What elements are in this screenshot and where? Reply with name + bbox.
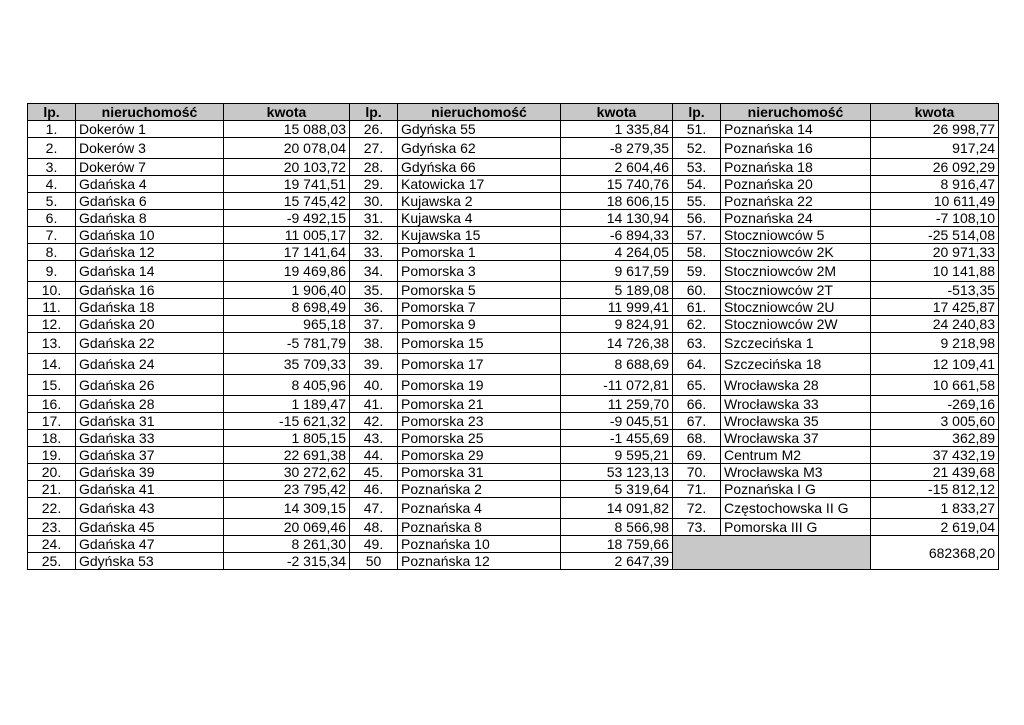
- amount: 1 833,27: [871, 498, 999, 519]
- property-name: Gdańska 22: [76, 333, 224, 354]
- property-name: Pomorska 17: [398, 354, 561, 375]
- property-name: Gdańska 26: [76, 375, 224, 396]
- amount: -269,16: [871, 396, 999, 413]
- amount: 1 906,40: [224, 282, 350, 299]
- amount: 362,89: [871, 430, 999, 447]
- row-number: 70.: [673, 464, 721, 481]
- row-number: 26.: [350, 121, 398, 138]
- amount: 8 698,49: [224, 299, 350, 316]
- amount: 9 617,59: [561, 261, 673, 282]
- header-amount: kwota: [224, 104, 350, 121]
- amount: -8 279,35: [561, 138, 673, 159]
- amount: 8 405,96: [224, 375, 350, 396]
- property-name: Stoczniowców 5: [721, 227, 871, 244]
- row-number: 61.: [673, 299, 721, 316]
- property-name: Gdańska 33: [76, 430, 224, 447]
- row-number: 67.: [673, 413, 721, 430]
- table-row: [28, 447, 999, 464]
- amount: 15 745,42: [224, 193, 350, 210]
- amount: 24 240,83: [871, 316, 999, 333]
- amount: 18 759,66: [561, 536, 673, 553]
- row-number: 59.: [673, 261, 721, 282]
- amount: 10 141,88: [871, 261, 999, 282]
- property-name: Stoczniowców 2W: [721, 316, 871, 333]
- table-row: [28, 430, 999, 447]
- amount: 20 971,33: [871, 244, 999, 261]
- table-row: [28, 121, 999, 138]
- row-number: 22.: [28, 498, 76, 519]
- property-name: Pomorska 3: [398, 261, 561, 282]
- property-name: Gdyńska 62: [398, 138, 561, 159]
- property-name: Gdańska 28: [76, 396, 224, 413]
- header-amount: kwota: [871, 104, 999, 121]
- amount: 965,18: [224, 316, 350, 333]
- amount: 5 189,08: [561, 282, 673, 299]
- row-number: 45.: [350, 464, 398, 481]
- amount: 20 069,46: [224, 519, 350, 536]
- amount: 10 661,58: [871, 375, 999, 396]
- row-number: 19.: [28, 447, 76, 464]
- table-row: [28, 282, 999, 299]
- row-number: 4.: [28, 176, 76, 193]
- property-name: Gdańska 43: [76, 498, 224, 519]
- property-name: Pomorska 19: [398, 375, 561, 396]
- table-row: [28, 227, 999, 244]
- table-row: [28, 244, 999, 261]
- row-number: 63.: [673, 333, 721, 354]
- amount: 2 604,46: [561, 159, 673, 176]
- property-name: Gdańska 24: [76, 354, 224, 375]
- table-row: [28, 333, 999, 354]
- row-number: 29.: [350, 176, 398, 193]
- amount: 917,24: [871, 138, 999, 159]
- property-name: Gdańska 39: [76, 464, 224, 481]
- row-number: 17.: [28, 413, 76, 430]
- property-name: Kujawska 4: [398, 210, 561, 227]
- property-name: Częstochowska II G: [721, 498, 871, 519]
- property-name: Gdańska 16: [76, 282, 224, 299]
- row-number: 24.: [28, 536, 76, 553]
- amount: 14 309,15: [224, 498, 350, 519]
- amount: 12 109,41: [871, 354, 999, 375]
- property-name: Gdańska 14: [76, 261, 224, 282]
- row-number: 53.: [673, 159, 721, 176]
- table-row: [28, 193, 999, 210]
- property-name: Pomorska 21: [398, 396, 561, 413]
- row-number: 32.: [350, 227, 398, 244]
- row-number: 18.: [28, 430, 76, 447]
- property-name: Poznańska I G: [721, 481, 871, 498]
- property-name: Pomorska 29: [398, 447, 561, 464]
- amount: -7 108,10: [871, 210, 999, 227]
- table-row: [28, 536, 999, 553]
- property-name: Dokerów 3: [76, 138, 224, 159]
- property-name: Pomorska 7: [398, 299, 561, 316]
- amount: -1 455,69: [561, 430, 673, 447]
- table-row: [28, 299, 999, 316]
- table-row: [28, 481, 999, 498]
- amount: 22 691,38: [224, 447, 350, 464]
- row-number: 62.: [673, 316, 721, 333]
- amount: 10 611,49: [871, 193, 999, 210]
- property-name: Pomorska 15: [398, 333, 561, 354]
- amount: 18 606,15: [561, 193, 673, 210]
- amount: 53 123,13: [561, 464, 673, 481]
- property-name: Wrocławska M3: [721, 464, 871, 481]
- property-name: Wrocławska 33: [721, 396, 871, 413]
- row-number: 10.: [28, 282, 76, 299]
- amount: -5 781,79: [224, 333, 350, 354]
- amount: 17 141,64: [224, 244, 350, 261]
- row-number: 35.: [350, 282, 398, 299]
- table-row: [28, 519, 999, 536]
- amount: 2 647,39: [561, 553, 673, 570]
- property-name: Kujawska 15: [398, 227, 561, 244]
- amount: 8 261,30: [224, 536, 350, 553]
- amount: -15 812,12: [871, 481, 999, 498]
- property-name: Gdańska 18: [76, 299, 224, 316]
- property-name: Szczecińska 18: [721, 354, 871, 375]
- row-number: 68.: [673, 430, 721, 447]
- row-number: 1.: [28, 121, 76, 138]
- row-number: 54.: [673, 176, 721, 193]
- header-row: [28, 104, 999, 121]
- property-name: Gdyńska 55: [398, 121, 561, 138]
- row-number: 15.: [28, 375, 76, 396]
- property-name: Katowicka 17: [398, 176, 561, 193]
- row-number: 16.: [28, 396, 76, 413]
- amount: -11 072,81: [561, 375, 673, 396]
- property-name: Gdańska 45: [76, 519, 224, 536]
- amount: 1 805,15: [224, 430, 350, 447]
- row-number: 64.: [673, 354, 721, 375]
- amount: 2 619,04: [871, 519, 999, 536]
- property-name: Gdyńska 53: [76, 553, 224, 570]
- amount: 15 088,03: [224, 121, 350, 138]
- row-number: 44.: [350, 447, 398, 464]
- header-property: nieruchomość: [721, 104, 871, 121]
- row-number: 57.: [673, 227, 721, 244]
- amount: -9 492,15: [224, 210, 350, 227]
- property-name: Gdańska 8: [76, 210, 224, 227]
- empty-shaded-cell: [673, 536, 871, 570]
- table-row: [28, 464, 999, 481]
- row-number: 23.: [28, 519, 76, 536]
- row-number: 72.: [673, 498, 721, 519]
- row-number: 58.: [673, 244, 721, 261]
- property-name: Poznańska 2: [398, 481, 561, 498]
- amount: -25 514,08: [871, 227, 999, 244]
- amount: 30 272,62: [224, 464, 350, 481]
- row-number: 34.: [350, 261, 398, 282]
- property-name: Gdańska 4: [76, 176, 224, 193]
- property-name: Wrocławska 37: [721, 430, 871, 447]
- property-name: Pomorska 5: [398, 282, 561, 299]
- header-property: nieruchomość: [398, 104, 561, 121]
- property-name: Gdańska 37: [76, 447, 224, 464]
- amount: 14 726,38: [561, 333, 673, 354]
- property-name: Stoczniowców 2K: [721, 244, 871, 261]
- table-row: [28, 354, 999, 375]
- property-name: Poznańska 14: [721, 121, 871, 138]
- row-number: 40.: [350, 375, 398, 396]
- row-number: 28.: [350, 159, 398, 176]
- row-number: 51.: [673, 121, 721, 138]
- row-number: 6.: [28, 210, 76, 227]
- amount: 26 998,77: [871, 121, 999, 138]
- property-name: Szczecińska 1: [721, 333, 871, 354]
- row-number: 65.: [673, 375, 721, 396]
- amount: 1 335,84: [561, 121, 673, 138]
- table-row: [28, 210, 999, 227]
- amount: 11 259,70: [561, 396, 673, 413]
- header-property: nieruchomość: [76, 104, 224, 121]
- property-name: Poznańska 8: [398, 519, 561, 536]
- property-amounts-table: [27, 103, 999, 570]
- property-name: Poznańska 18: [721, 159, 871, 176]
- amount: 8 688,69: [561, 354, 673, 375]
- property-name: Poznańska 20: [721, 176, 871, 193]
- row-number: 39.: [350, 354, 398, 375]
- property-name: Dokerów 1: [76, 121, 224, 138]
- property-name: Pomorska 31: [398, 464, 561, 481]
- property-name: Gdańska 10: [76, 227, 224, 244]
- property-name: Gdyńska 66: [398, 159, 561, 176]
- row-number: 66.: [673, 396, 721, 413]
- amount: 5 319,64: [561, 481, 673, 498]
- amount: 35 709,33: [224, 354, 350, 375]
- amount: 21 439,68: [871, 464, 999, 481]
- property-name: Poznańska 22: [721, 193, 871, 210]
- property-name: Poznańska 16: [721, 138, 871, 159]
- property-name: Gdańska 12: [76, 244, 224, 261]
- property-name: Gdańska 31: [76, 413, 224, 430]
- table-row: [28, 261, 999, 282]
- row-number: 38.: [350, 333, 398, 354]
- amount: 8 566,98: [561, 519, 673, 536]
- property-name: Wrocławska 35: [721, 413, 871, 430]
- table-row: [28, 396, 999, 413]
- row-number: 12.: [28, 316, 76, 333]
- property-name: Gdańska 47: [76, 536, 224, 553]
- amount: 8 916,47: [871, 176, 999, 193]
- amount: 14 130,94: [561, 210, 673, 227]
- amount: 17 425,87: [871, 299, 999, 316]
- row-number: 20.: [28, 464, 76, 481]
- property-name: Pomorska 9: [398, 316, 561, 333]
- row-number: 14.: [28, 354, 76, 375]
- row-number: 52.: [673, 138, 721, 159]
- property-name: Poznańska 4: [398, 498, 561, 519]
- table-row: [28, 138, 999, 159]
- table-row: [28, 413, 999, 430]
- amount: 4 264,05: [561, 244, 673, 261]
- amount: -15 621,32: [224, 413, 350, 430]
- row-number: 42.: [350, 413, 398, 430]
- amount: 26 092,29: [871, 159, 999, 176]
- row-number: 49.: [350, 536, 398, 553]
- header-amount: kwota: [561, 104, 673, 121]
- amount: -2 315,34: [224, 553, 350, 570]
- property-name: Gdańska 20: [76, 316, 224, 333]
- row-number: 31.: [350, 210, 398, 227]
- row-number: 3.: [28, 159, 76, 176]
- property-name: Kujawska 2: [398, 193, 561, 210]
- row-number: 30.: [350, 193, 398, 210]
- table-row: [28, 176, 999, 193]
- property-name: Stoczniowców 2T: [721, 282, 871, 299]
- grand-total: 682368,20: [871, 536, 999, 570]
- header-lp: lp.: [350, 104, 398, 121]
- table-row: [28, 316, 999, 333]
- property-name: Stoczniowców 2U: [721, 299, 871, 316]
- row-number: 25.: [28, 553, 76, 570]
- amount: 37 432,19: [871, 447, 999, 464]
- property-name: Dokerów 7: [76, 159, 224, 176]
- property-name: Gdańska 6: [76, 193, 224, 210]
- row-number: 41.: [350, 396, 398, 413]
- amount: -6 894,33: [561, 227, 673, 244]
- amount: 20 078,04: [224, 138, 350, 159]
- header-lp: lp.: [28, 104, 76, 121]
- property-name: Centrum M2: [721, 447, 871, 464]
- row-number: 7.: [28, 227, 76, 244]
- row-number: 55.: [673, 193, 721, 210]
- row-number: 36.: [350, 299, 398, 316]
- row-number: 50: [350, 553, 398, 570]
- amount: 15 740,76: [561, 176, 673, 193]
- row-number: 47.: [350, 498, 398, 519]
- table-row: [28, 375, 999, 396]
- row-number: 11.: [28, 299, 76, 316]
- row-number: 5.: [28, 193, 76, 210]
- property-name: Pomorska 1: [398, 244, 561, 261]
- amount: 1 189,47: [224, 396, 350, 413]
- property-name: Stoczniowców 2M: [721, 261, 871, 282]
- table-row: [28, 498, 999, 519]
- row-number: 21.: [28, 481, 76, 498]
- property-name: Poznańska 12: [398, 553, 561, 570]
- amount: 14 091,82: [561, 498, 673, 519]
- row-number: 48.: [350, 519, 398, 536]
- row-number: 56.: [673, 210, 721, 227]
- amount: 11 005,17: [224, 227, 350, 244]
- amount: 20 103,72: [224, 159, 350, 176]
- property-name: Wrocławska 28: [721, 375, 871, 396]
- row-number: 37.: [350, 316, 398, 333]
- row-number: 13.: [28, 333, 76, 354]
- row-number: 73.: [673, 519, 721, 536]
- row-number: 43.: [350, 430, 398, 447]
- row-number: 27.: [350, 138, 398, 159]
- row-number: 33.: [350, 244, 398, 261]
- amount: 19 741,51: [224, 176, 350, 193]
- property-name: Poznańska 24: [721, 210, 871, 227]
- row-number: 2.: [28, 138, 76, 159]
- amount: 9 595,21: [561, 447, 673, 464]
- property-name: Pomorska 25: [398, 430, 561, 447]
- amount: 3 005,60: [871, 413, 999, 430]
- row-number: 60.: [673, 282, 721, 299]
- row-number: 9.: [28, 261, 76, 282]
- property-name: Pomorska III G: [721, 519, 871, 536]
- property-name: Pomorska 23: [398, 413, 561, 430]
- property-name: Poznańska 10: [398, 536, 561, 553]
- property-name: Gdańska 41: [76, 481, 224, 498]
- amount: 11 999,41: [561, 299, 673, 316]
- row-number: 69.: [673, 447, 721, 464]
- table-row: [28, 159, 999, 176]
- amount: -513,35: [871, 282, 999, 299]
- amount: 23 795,42: [224, 481, 350, 498]
- row-number: 71.: [673, 481, 721, 498]
- header-lp: lp.: [673, 104, 721, 121]
- row-number: 46.: [350, 481, 398, 498]
- amount: 19 469,86: [224, 261, 350, 282]
- amount: 9 824,91: [561, 316, 673, 333]
- amount: -9 045,51: [561, 413, 673, 430]
- amount: 9 218,98: [871, 333, 999, 354]
- row-number: 8.: [28, 244, 76, 261]
